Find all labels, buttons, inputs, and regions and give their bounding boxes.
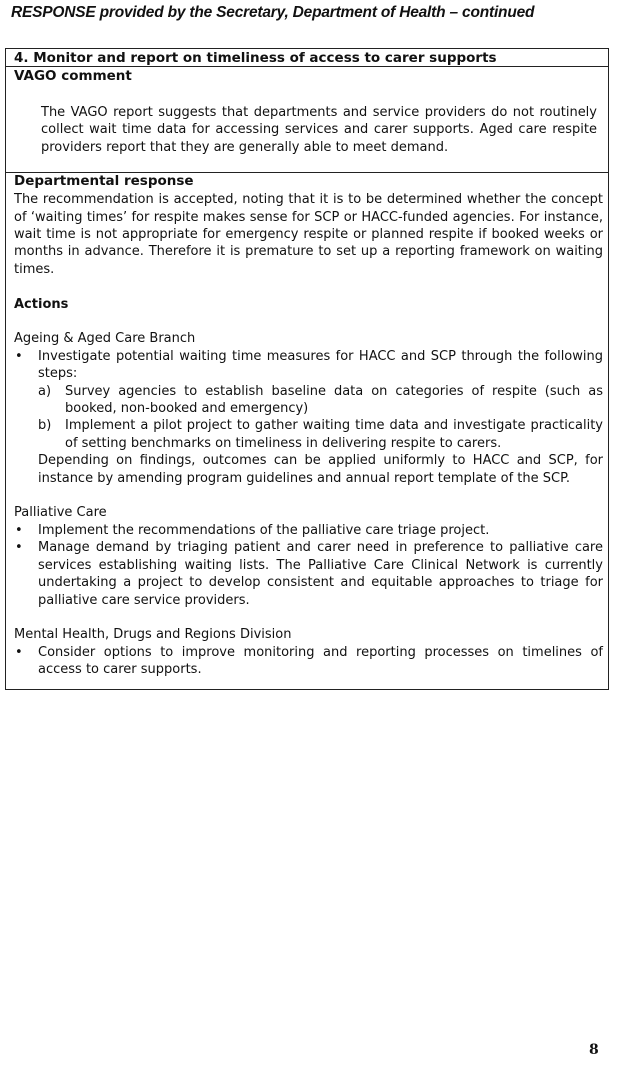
vago-comment-heading: VAGO comment bbox=[14, 68, 132, 84]
mental-health-list bbox=[14, 644, 603, 679]
mental-health-heading: Mental Health, Drugs and Regions Division bbox=[14, 627, 292, 643]
list-item: • Implement the recommendations of the palliative care triage project. bbox=[14, 522, 603, 539]
list-item bbox=[14, 348, 603, 452]
ageing-followup-text: Depending on findings, outcomes can be applied uniformly to HACC and SCP, for instance by amending program guidelines and annual report template of the SCP. bbox=[38, 453, 603, 486]
departmental-response-text: The recommendation is accepted, noting that it is to be determined whether the concept of ‘waiting times’ for respite makes sense for SCP or HACC-funded agencies. For instance, wait time is not appropriate for emergency respite or planned respite if booked weeks or months in advance. Therefore it is premature to set up a reporting framework on waiting times. bbox=[14, 192, 603, 277]
step-marker: a) bbox=[38, 383, 52, 399]
recommendation-table bbox=[5, 48, 609, 690]
list-item: • Consider options to improve monitoring and reporting processes on timelines of access to carer supports. bbox=[14, 644, 603, 679]
ageing-steps bbox=[38, 383, 603, 453]
step-marker: b) bbox=[38, 418, 52, 434]
step-text: Survey agencies to establish baseline data on categories of respite (such as booked, non-booked and emergency) bbox=[65, 383, 603, 417]
ageing-branch-list bbox=[14, 348, 603, 452]
vago-comment-cell bbox=[6, 67, 608, 173]
departmental-response-cell bbox=[6, 173, 608, 688]
step-text: Implement a pilot project to gather waiting time data and investigate practicality of setting benchmarks on timeliness in delivering respite to carers. bbox=[65, 418, 603, 451]
vago-comment-text: The VAGO report suggests that departments and service providers do not routinely collect wait time data for accessing services and carer supports. Aged care respite providers report that they are generally able to meet demand. bbox=[41, 105, 597, 155]
page-number: 8 bbox=[589, 1042, 599, 1058]
ageing-branch-heading: Ageing & Aged Care Branch bbox=[14, 331, 196, 347]
list-item bbox=[38, 417, 603, 452]
palliative-care-list bbox=[14, 522, 603, 609]
departmental-response-heading: Departmental response bbox=[14, 173, 194, 190]
actions-heading: Actions bbox=[14, 296, 69, 312]
page-header: RESPONSE provided by the Secretary, Department of Health – continued bbox=[11, 4, 535, 21]
list-item bbox=[38, 383, 603, 418]
palliative-care-heading: Palliative Care bbox=[14, 505, 107, 521]
list-item: • Manage demand by triaging patient and carer need in preference to palliative care services establishing waiting lists. The Palliative Care Clinical Network is currently undertaking a project to develop consistent and equitable approaches to triage for palliative care service providers. bbox=[14, 539, 603, 609]
recommendation-title: 4. Monitor and report on timeliness of access to carer supports bbox=[6, 49, 608, 67]
ageing-bullet-text: Investigate potential waiting time measures for HACC and SCP through the following steps: bbox=[38, 348, 603, 382]
